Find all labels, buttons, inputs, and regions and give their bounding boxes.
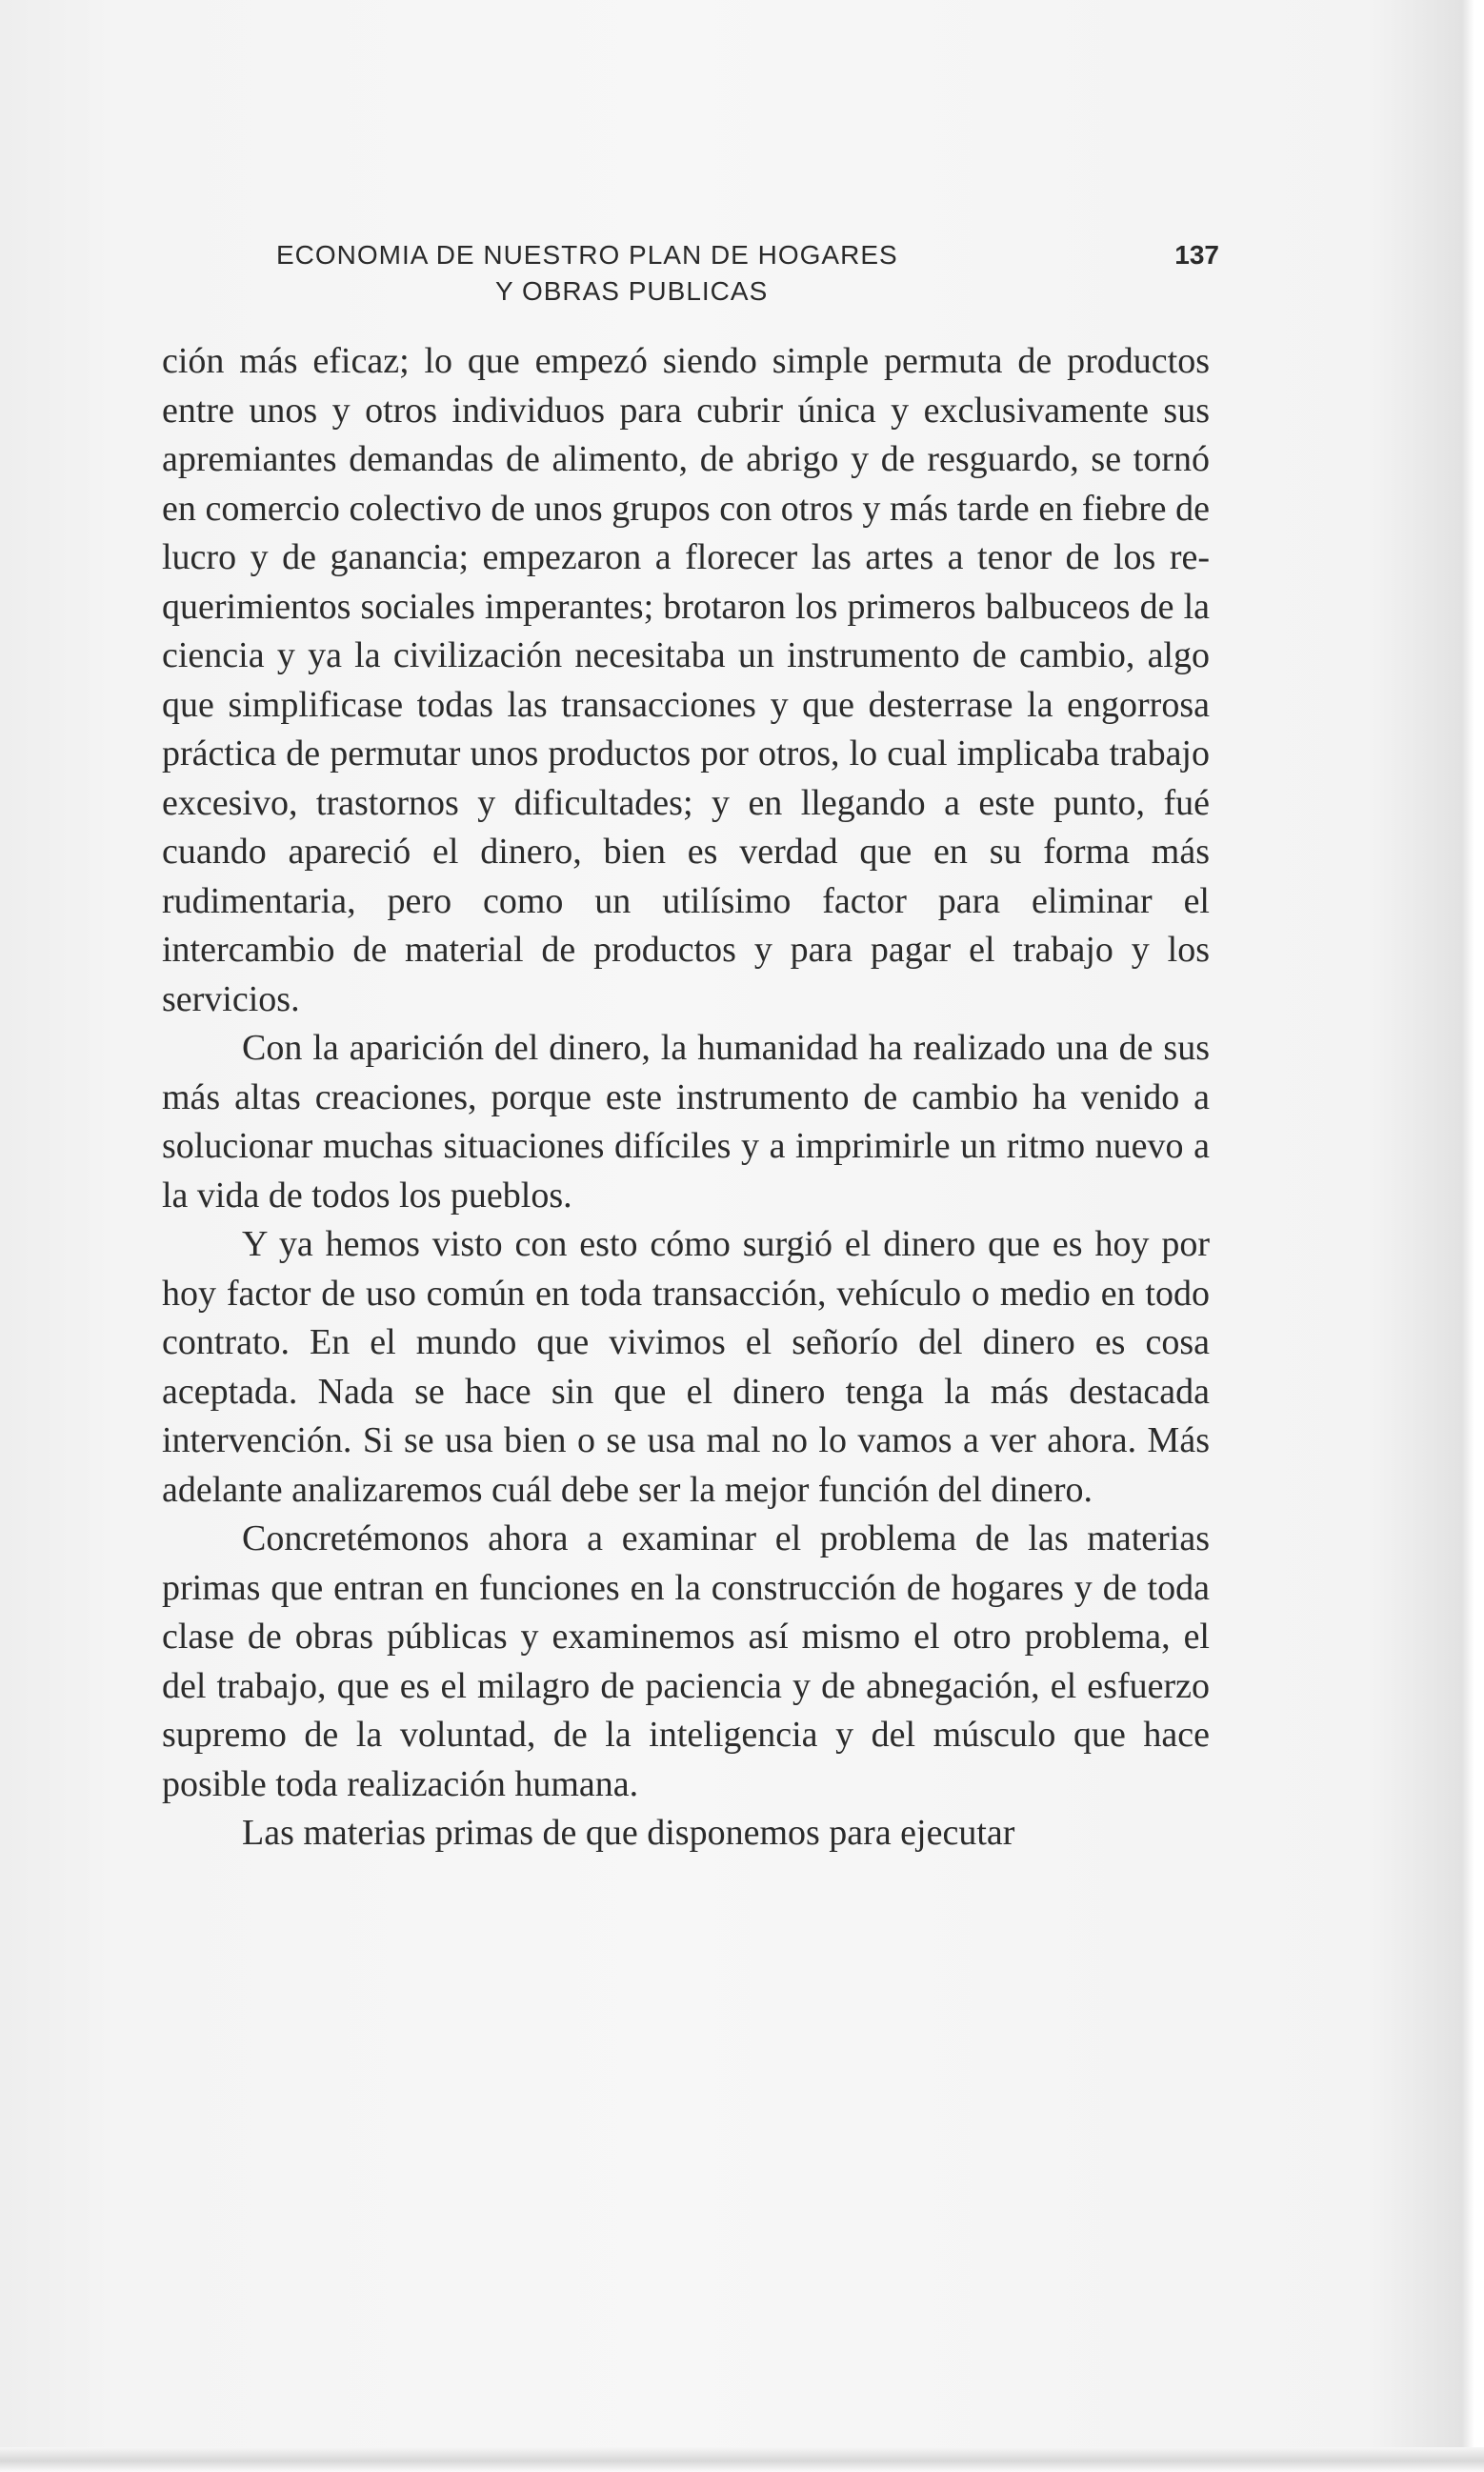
header-title: ECONOMIA DE NUESTRO PLAN DE HOGARES (276, 240, 898, 270)
paragraph-last-line: Las materias primas de que disponemos para ejecutar (242, 1813, 1015, 1853)
paragraph-money-creation: Con la aparición del dinero, la humanidad ha realizado una de sus más altas creaciones, porque este instrumento de cambio ha venido a solucionar muchas situaciones difíciles y a imprimirle un ritmo nuevo a la vida de todos los pueblos. (162, 1028, 1210, 1216)
body-text (162, 337, 1210, 1859)
paragraph-money-use: Y ya hemos visto con esto cómo surgió el dinero que es hoy por hoy factor de uso común en toda transacción, vehículo o medio en todo contrato. En el mundo que vivimos el señorío del dinero es cosa aceptada. Nada se hace sin que el dinero tenga la más destacada intervención. Si se usa bien o se usa mal no lo vamos a ver ahora. Más adelante analizaremos cuál debe ser la mejor función del dinero. (162, 1224, 1210, 1510)
page-number: 137 (1174, 240, 1219, 270)
header-subtitle: Y OBRAS PUBLICAS (495, 276, 769, 306)
paragraph-raw-materials: Concretémonos ahora a examinar el problema de las materias primas que entran en funciones en la construcción de hogares y de toda clase de obras públicas y examinemos así mismo el otro problema, el del trabajo, que es el milagro de paciencia y de abnegación, el esfuerzo supremo de la voluntad, de la inteligencia y del músculo que hace posible toda realización humana. (162, 1518, 1210, 1804)
paragraph-continuation: ción más eficaz; lo que empezó siendo simple permuta de productos entre unos y otros individuos para cubrir única y exclusivamente sus apremiantes demandas de alimento, de abrigo y de resguardo, se tornó en comercio colectivo de unos grupos con otros y más tarde en fiebre de lucro y de ganancia; empezaron a florecer las artes a tenor de los requerimientos sociales imperantes; brotaron los primeros balbuceos de la ciencia y ya la civilización necesitaba un instrumento de cambio, algo que simplificase todas las transacciones y que desterrase la engorrosa práctica de permutar unos productos por otros, lo cual implicaba trabajo excesivo, trastornos y dificultades; y en llegando a este punto, fué cuando apareció el dinero, bien es verdad que en su forma más rudimentaria, pero como un utilísimo factor para eliminar el intercambio de material de productos y para pagar el trabajo y los servicios. (162, 341, 1210, 1019)
